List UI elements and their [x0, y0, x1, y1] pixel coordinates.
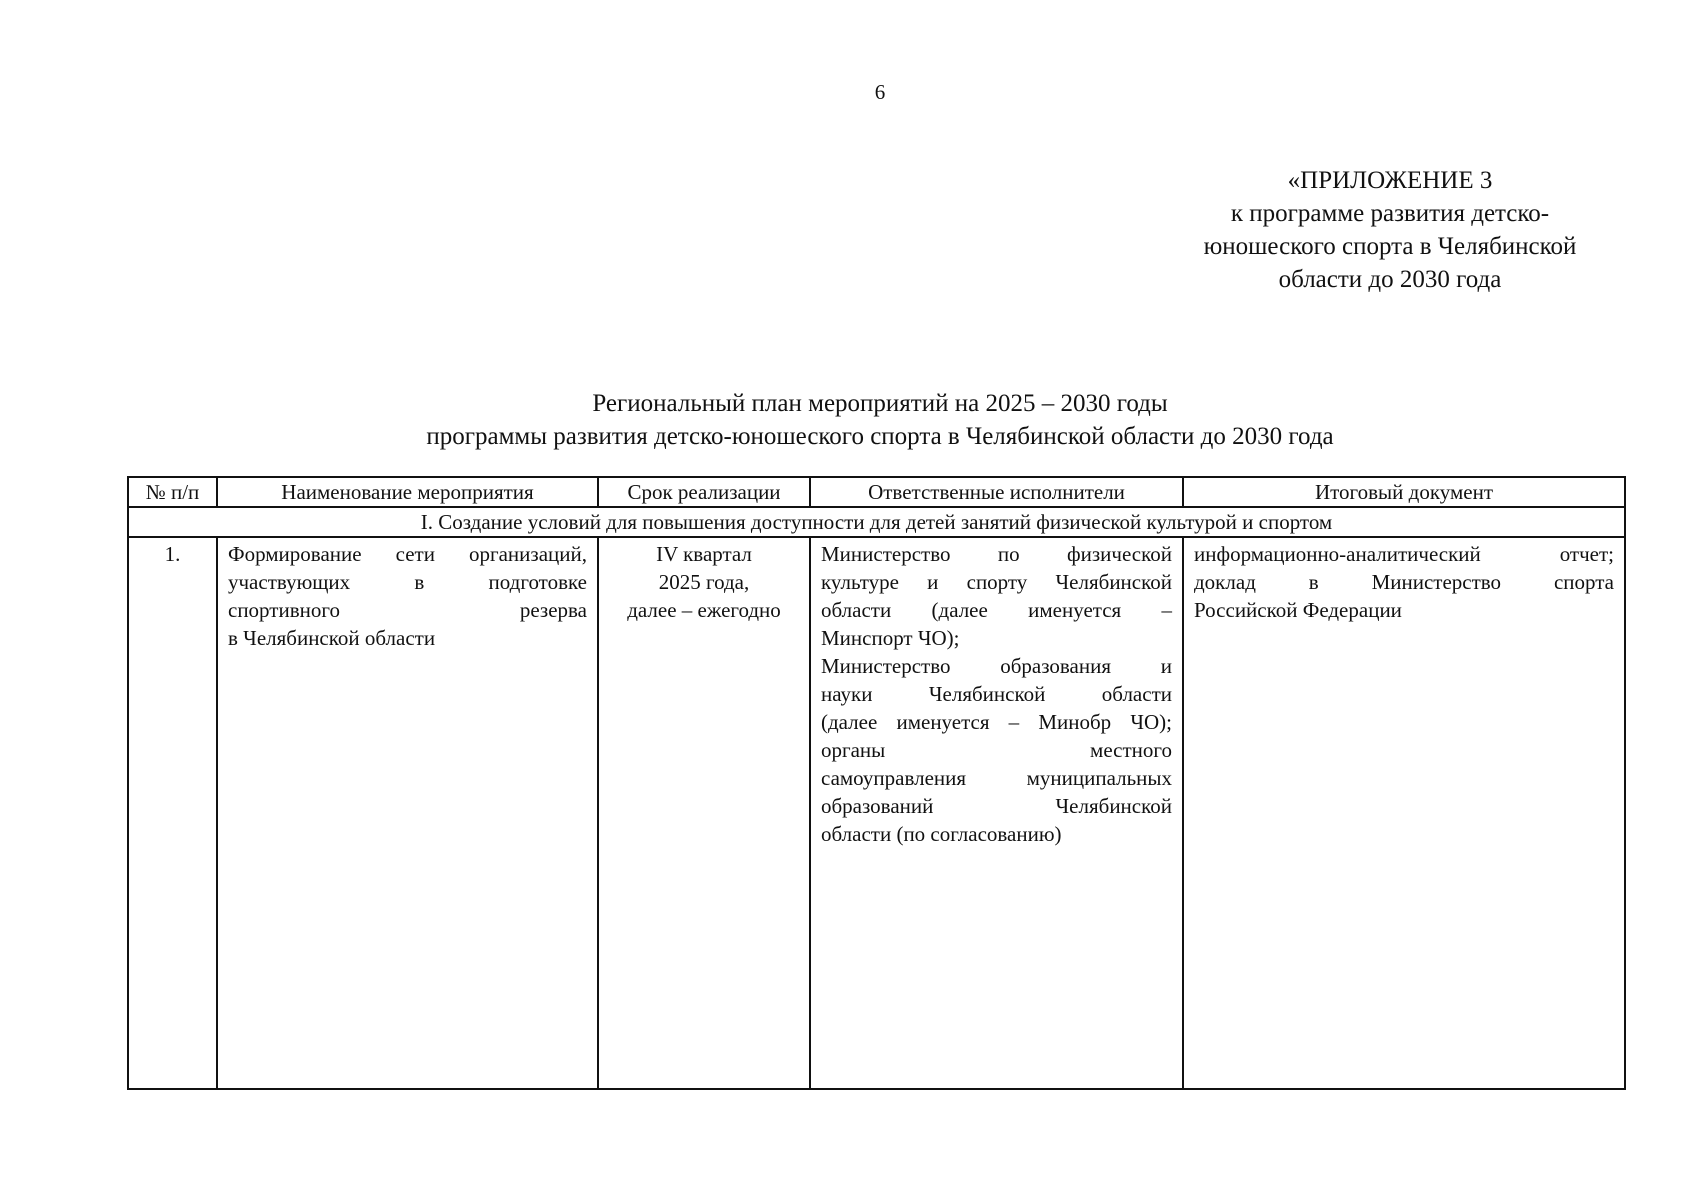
text-line: области (далее именуется – — [821, 598, 1172, 622]
text-line: области (по согласованию) — [821, 822, 1062, 846]
appendix-header — [1160, 164, 1620, 296]
table-header-row — [128, 477, 1625, 507]
cell-final-document — [1183, 537, 1625, 1089]
text-line: 2025 года, — [658, 570, 750, 594]
text-line: науки Челябинской области — [821, 682, 1172, 706]
text-line: Министерство по физической — [821, 542, 1172, 566]
cell-executors — [810, 537, 1183, 1089]
text-line: спортивного резерва — [228, 598, 587, 622]
header-term: Срок реализации — [598, 477, 810, 507]
text-line: Формирование сети организаций, — [228, 542, 587, 566]
text-line: культуре и спорту Челябинской — [821, 570, 1172, 594]
header-event-name: Наименование мероприятия — [217, 477, 598, 507]
text-line: информационно-аналитический отчет; — [1194, 542, 1614, 566]
text-line: доклад в Министерство спорта — [1194, 570, 1614, 594]
table-row — [128, 537, 1625, 1089]
text-line: участвующих в подготовке — [228, 570, 587, 594]
cell-event-name — [217, 537, 598, 1089]
cell-number: 1. — [128, 537, 217, 1089]
plan-table — [127, 476, 1626, 1090]
text-line: образований Челябинской — [821, 794, 1172, 818]
appendix-line: «ПРИЛОЖЕНИЕ 3 — [1287, 167, 1493, 194]
plan-title — [0, 387, 1698, 453]
plan-title-line: программы развития детско-юношеского спорта в Челябинской области до 2030 года — [426, 423, 1334, 450]
text-line: IV квартал — [656, 542, 752, 566]
header-final-document: Итоговый документ — [1183, 477, 1625, 507]
text-line: органы местного — [821, 738, 1172, 762]
plan-title-line: Региональный план мероприятий на 2025 – 2030 годы — [592, 390, 1168, 417]
cell-term — [598, 537, 810, 1089]
header-number: № п/п — [128, 477, 217, 507]
page-number: 6 — [874, 80, 886, 104]
text-line: Российской Федерации — [1194, 598, 1402, 622]
appendix-line: юношеского спорта в Челябинской — [1203, 233, 1577, 260]
header-executors: Ответственные исполнители — [810, 477, 1183, 507]
text-line: далее – ежегодно — [627, 598, 781, 622]
appendix-line: к программе развития детско- — [1230, 200, 1550, 227]
text-line: Минспорт ЧО); — [821, 626, 960, 650]
text-line: Министерство образования и — [821, 654, 1172, 678]
section-row — [128, 507, 1625, 537]
text-line: самоуправления муниципальных — [821, 766, 1172, 790]
text-line: (далее именуется – Минобр ЧО); — [821, 710, 1172, 734]
text-line: в Челябинской области — [228, 626, 436, 650]
section-title: I. Создание условий для повышения доступности для детей занятий физической культурой и спортом — [128, 507, 1625, 537]
appendix-line: области до 2030 года — [1278, 266, 1502, 293]
